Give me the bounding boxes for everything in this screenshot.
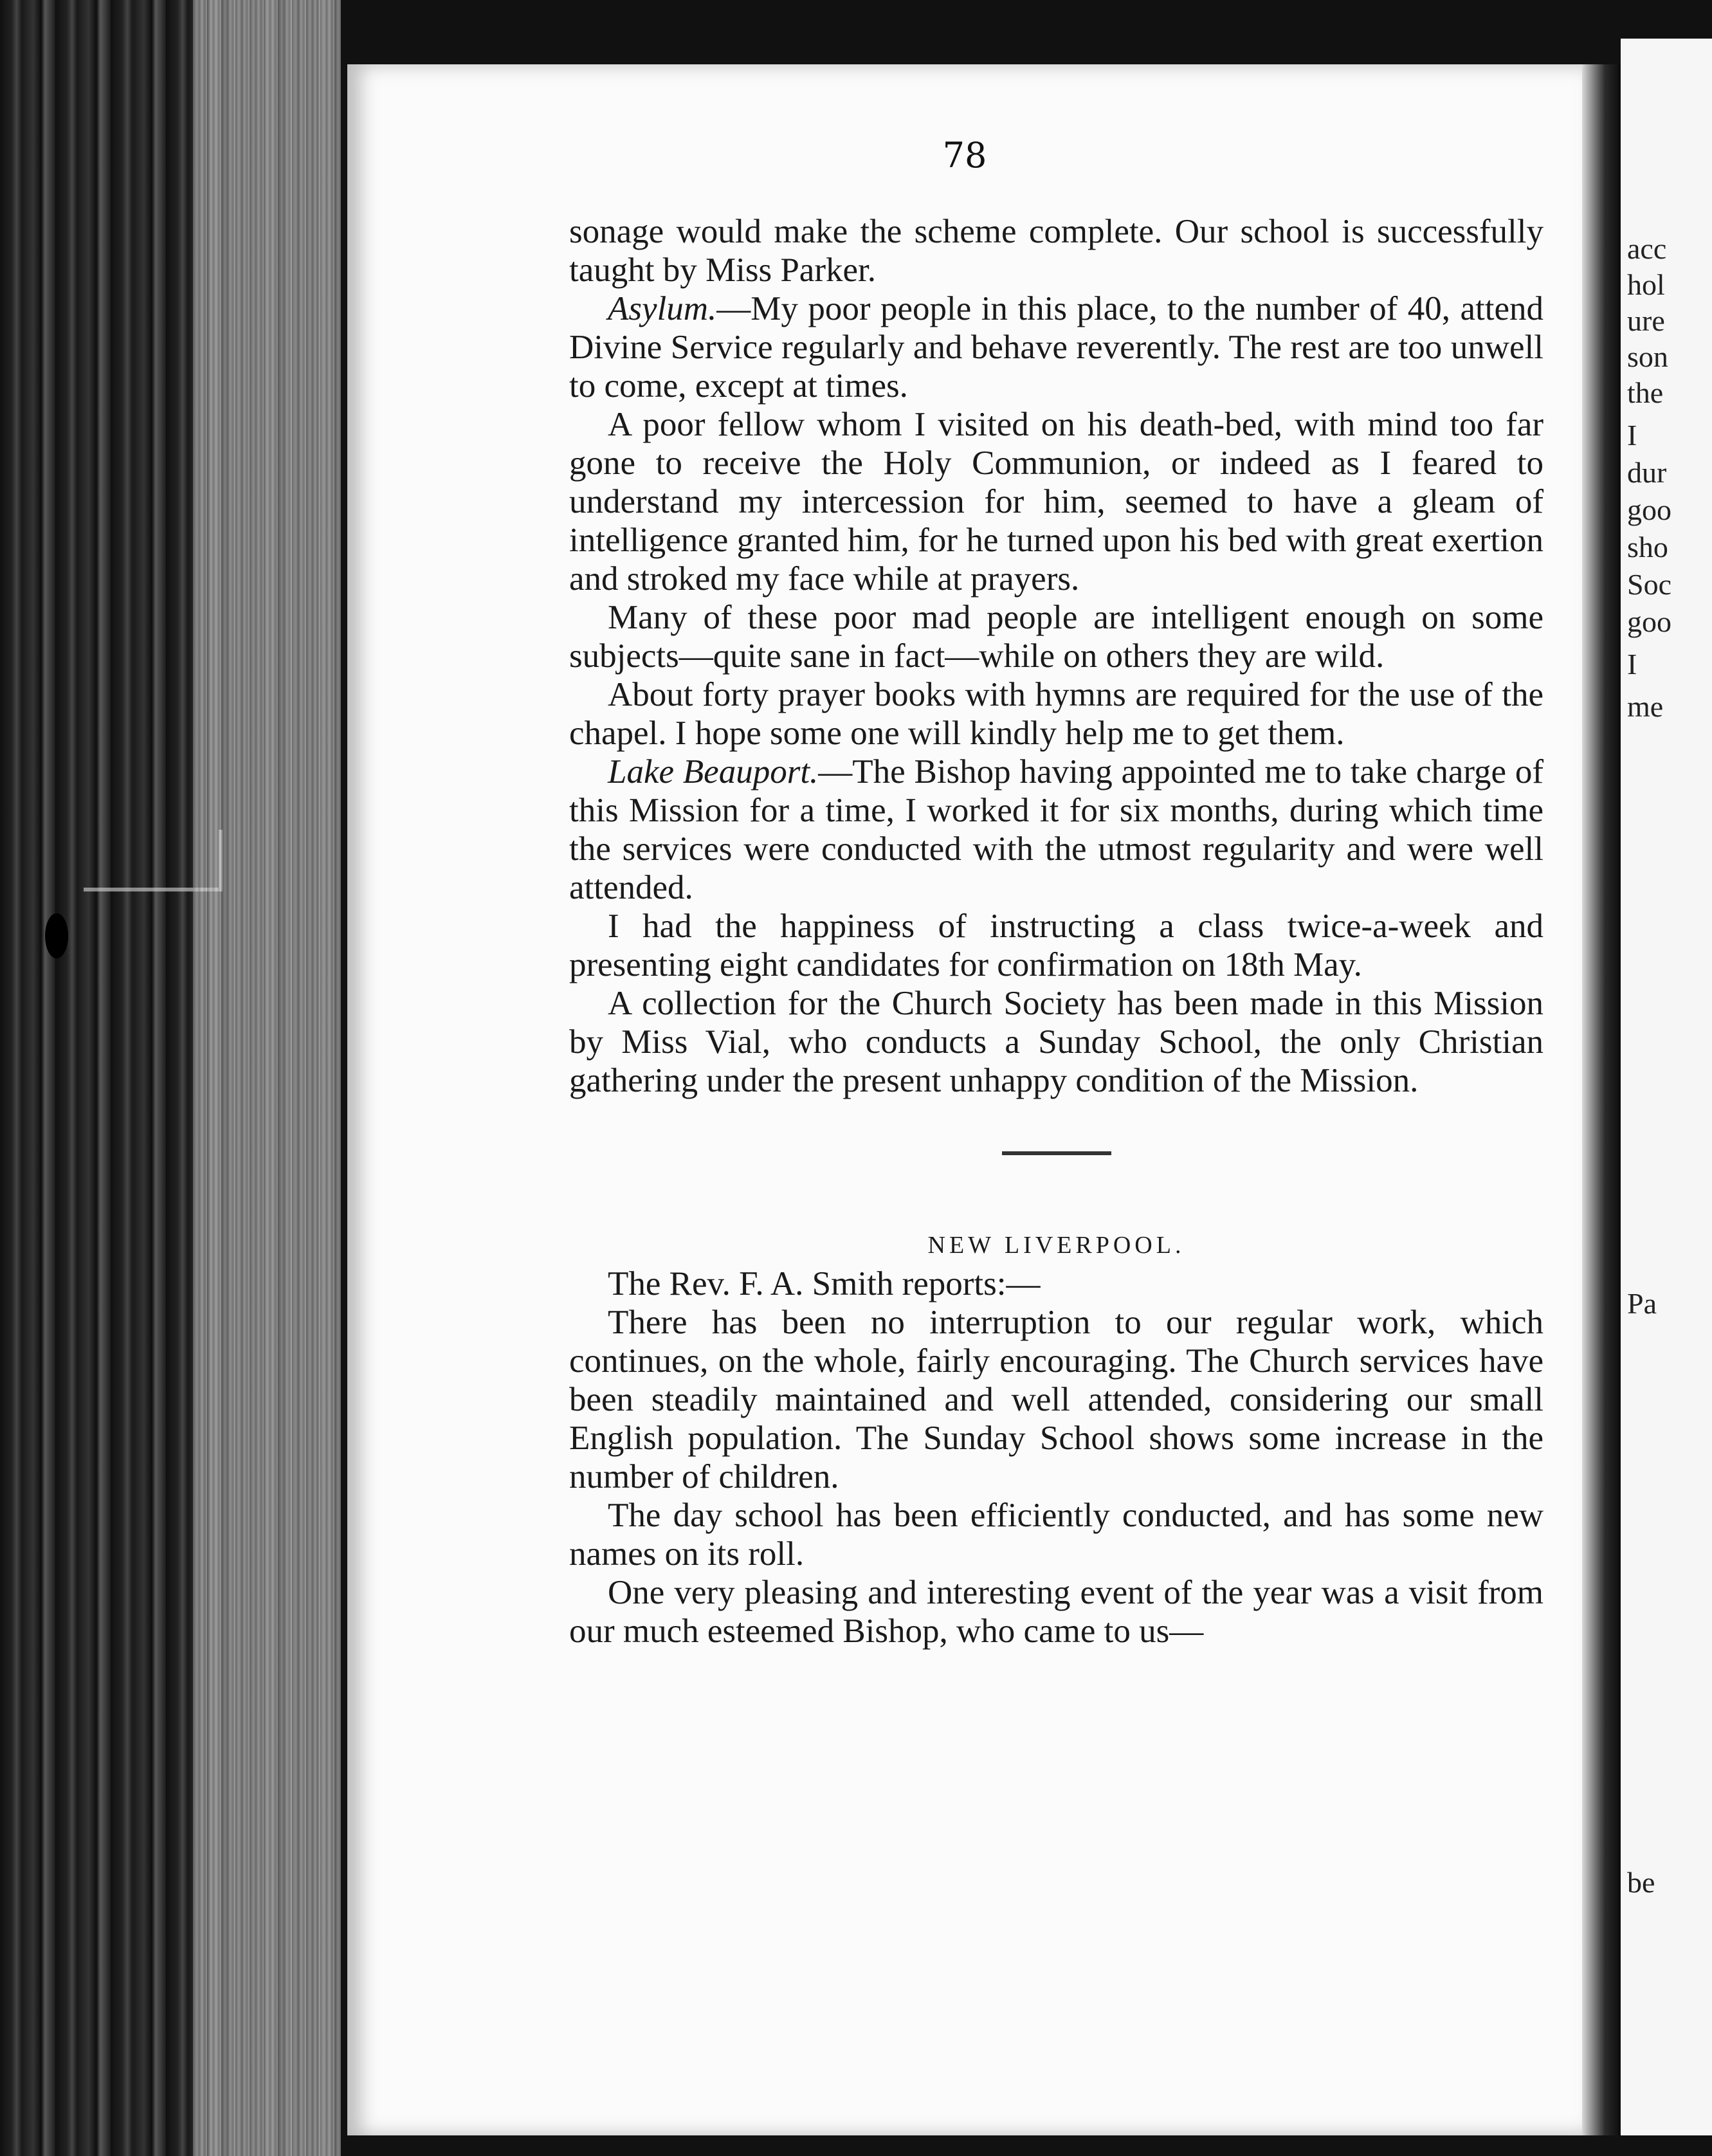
paragraph-text: I had the happiness of instructing a class twice-a-week and presenting eight candidates for confirmation on 18th May. — [569, 908, 1544, 983]
paragraph — [569, 1573, 1544, 1650]
fragment-word: me — [1627, 690, 1664, 723]
paragraph-lake-beauport — [569, 753, 1544, 907]
paragraph — [569, 598, 1544, 675]
page-number: 78 — [942, 135, 987, 176]
page-fold-shadow — [1582, 64, 1621, 2135]
paragraph — [569, 405, 1544, 598]
fragment-word: goo — [1627, 605, 1671, 638]
paragraph-text: The day school has been efficiently conducted, and has some new names on its roll. — [569, 1497, 1544, 1573]
fragment-word: hol — [1627, 268, 1665, 301]
gutter-stain-mark — [84, 830, 223, 891]
fragment-word: ure — [1627, 304, 1665, 337]
paragraph — [569, 675, 1544, 753]
paragraph-asylum — [569, 289, 1544, 405]
paragraph-text: One very pleasing and interesting event of the year was a visit from our much esteemed Bishop, who came to us— — [569, 1574, 1544, 1650]
fragment-word: I — [1627, 648, 1637, 681]
book-page — [347, 64, 1582, 2135]
page-body-text — [569, 212, 1544, 1650]
paragraph-continuation — [569, 212, 1544, 289]
fragment-word: goo — [1627, 493, 1671, 526]
fragment-word: Pa — [1627, 1287, 1657, 1320]
paragraph — [569, 907, 1544, 984]
fragment-word: sho — [1627, 531, 1668, 563]
paragraph — [569, 1303, 1544, 1496]
fragment-word: son — [1627, 340, 1668, 373]
paragraph-text: Many of these poor mad people are intelligent enough on some subjects—quite sane in fact—while on others they are wild. — [569, 599, 1544, 675]
paragraph-text: —The Bishop having appointed me to take charge of this Mission for a time, I worked it for six months, during which time the services were conducted with the utmost regularity and were well attended. — [569, 753, 1544, 906]
paragraph-label: Lake Beauport. — [608, 753, 819, 790]
section-heading: NEW LIVERPOOL. — [927, 1232, 1185, 1259]
fragment-word: dur — [1627, 456, 1667, 489]
fragment-word: be — [1627, 1866, 1655, 1899]
paragraph-text: About forty prayer books with hymns are required for the use of the chapel. I hope some one will kindly help me to get them. — [569, 676, 1544, 752]
paragraph — [569, 1265, 1544, 1303]
paragraph — [569, 984, 1544, 1100]
section-divider-rule — [1002, 1151, 1111, 1155]
paragraph-text: —My poor people in this place, to the number of 40, attend Divine Service regularly and behave reverently. The rest are too unwell to come, except at times. — [569, 290, 1544, 405]
fragment-word: the — [1627, 376, 1664, 409]
paragraph-text: A poor fellow whom I visited on his death-bed, with mind too far gone to receive the Holy Communion, or indeed as I feared to understand my intercession for him, seemed to have a gleam of intelligence granted him, for he turned upon his bed with great exertion and stroked my face while at prayers. — [569, 406, 1544, 598]
paragraph-text: A collection for the Church Society has been made in this Mission by Miss Vial, who conducts a Sunday School, the only Christian gathering under the present unhappy condition of the Mission. — [569, 985, 1544, 1099]
paragraph — [569, 1496, 1544, 1573]
adjacent-page-fragment — [1621, 39, 1712, 2135]
paragraph-text: There has been no interruption to our regular work, which continues, on the whole, fairly encouraging. The Church services have been steadily maintained and well attended, considering our small English population. The Sunday School shows some increase in the number of children. — [569, 1304, 1544, 1495]
book-gutter-edge — [0, 0, 341, 2156]
fragment-word: Soc — [1627, 568, 1671, 601]
fragment-word: I — [1627, 419, 1637, 452]
fragment-word: acc — [1627, 232, 1667, 265]
gutter-ink-blot — [45, 913, 68, 958]
paragraph-text: sonage would make the scheme complete. Our school is successfully taught by Miss Parker. — [569, 213, 1544, 289]
paragraph-label: Asylum. — [608, 290, 717, 327]
paragraph-text: The Rev. F. A. Smith reports:— — [608, 1265, 1041, 1302]
